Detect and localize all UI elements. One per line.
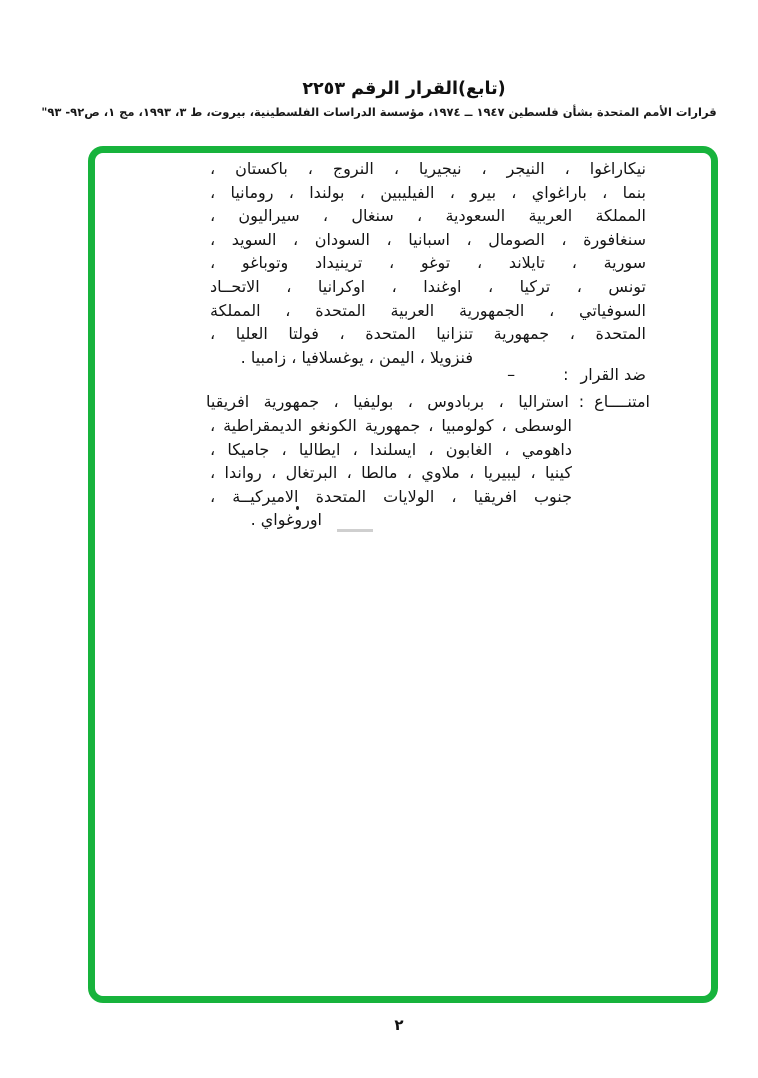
- favor-line: المتحدة ، جمهورية تنزانيا المتحدة ، فولتا العليا ،: [210, 324, 646, 344]
- against-value-dash: –: [507, 365, 516, 384]
- abstain-line: داهومي ، الغابون ، ايسلندا ، ايطاليا ، جاميكا ،: [210, 439, 572, 459]
- against-colon: :: [563, 365, 569, 384]
- favor-countries-block: [210, 157, 646, 369]
- page-title: (تابع)القرار الرقم ٢٢٥٣: [302, 79, 506, 99]
- favor-line: بنما ، باراغواي ، بيرو ، الفيليبين ، بولندا ، رومانيا ،: [210, 182, 646, 202]
- footnote-dot: [296, 506, 299, 510]
- scan-artifact: [337, 529, 373, 532]
- against-label: ضد القرار: [580, 365, 646, 384]
- abstain-row: [206, 390, 650, 414]
- abstain-line: الوسطى ، كولومبيا ، جمهورية الكونغو الديمقراطية ،: [210, 416, 572, 435]
- favor-line: السوفياتي ، الجمهورية العربية المتحدة ، المملكة: [210, 300, 646, 320]
- favor-line: سورية ، تايلاند ، توغو ، ترينيداد وتوباغو ،: [210, 253, 646, 273]
- abstain-first-line: استراليا ، بربادوس ، بوليفيا ، جمهورية افريقيا: [206, 392, 569, 411]
- favor-line: نيكاراغوا ، النيجر ، نيجيريا ، النروج ، باكستان ،: [210, 159, 646, 178]
- abstain-colon: :: [578, 392, 585, 411]
- against-row: [507, 363, 646, 387]
- abstain-continuation-block: [210, 414, 572, 532]
- abstain-line: كينيا ، ليبيريا ، ملاوي ، مالطا ، البرتغال ، رواندا ،: [210, 463, 572, 483]
- page-number: ٢: [394, 1016, 404, 1034]
- favor-line: سنغافورة ، الصومال ، اسبانيا ، السودان ، السويد ،: [210, 229, 646, 249]
- favor-line: تونس ، تركيا ، اوغندا ، اوكرانيا ، الاتحــاد: [210, 276, 646, 296]
- citation-line: قرارات الأمم المتحدة بشأن فلسطين ١٩٤٧ ــ ١٩٧٤، مؤسسة الدراسات الفلسطينية، بيروت، ط ٣، ١٩٩٣، مج ١، ص٩٢- ٩٣": [41, 105, 717, 119]
- favor-line-last: فنزويلا ، اليمن ، يوغسلافيا ، زامبيا .: [240, 347, 473, 367]
- abstain-line-last: اوروغواي .: [250, 510, 322, 530]
- favor-line: المملكة العربية السعودية ، سنغال ، سيراليون ،: [210, 206, 646, 226]
- abstain-label: امتنــــاع: [594, 392, 650, 411]
- abstain-line: جنوب افريقيا ، الولايات المتحدة الاميركيــة ،: [210, 486, 572, 506]
